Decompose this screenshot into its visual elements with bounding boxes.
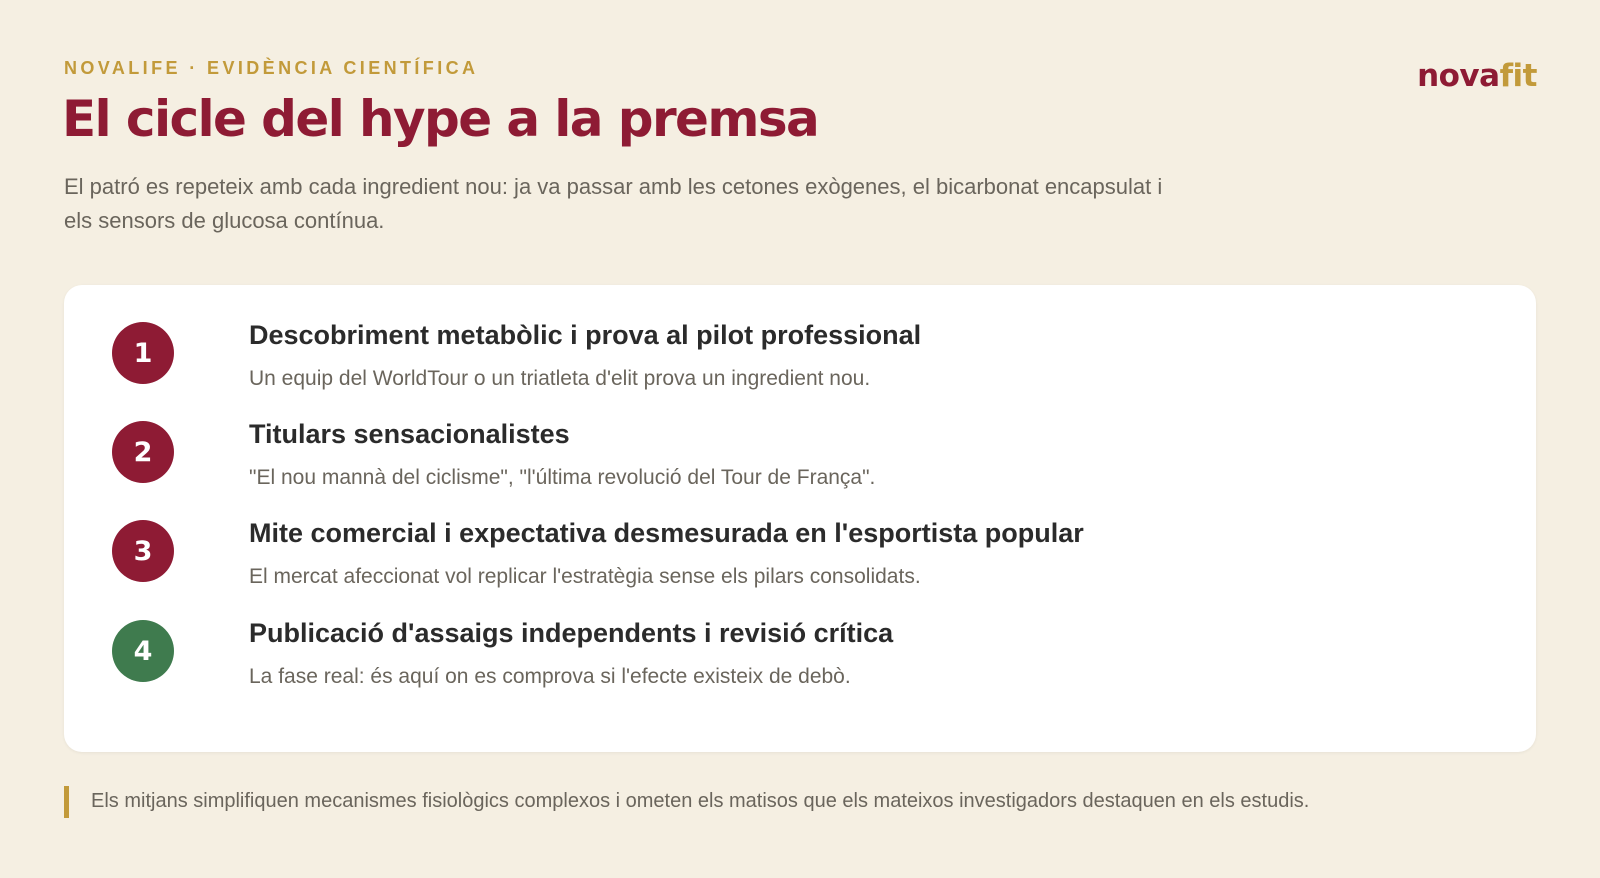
logo-part-nova: nova — [1417, 58, 1500, 94]
page-title: El cicle del hype a la premsa — [62, 90, 819, 148]
step-description: Un equip del WorldTour o un triatleta d'elit prova un ingredient nou. — [249, 367, 871, 390]
page-subtitle: El patró es repeteix amb cada ingredient nou: ja va passar amb les cetones exògenes, el bicarbonat encapsulat i els sensors de glucosa contínua. — [64, 174, 1163, 233]
step-description: La fase real: és aquí on es comprova si l'efecte existeix de debò. — [249, 665, 851, 688]
steps-card — [64, 285, 1536, 752]
brand-logo — [1417, 58, 1537, 94]
step-title: Publicació d'assaigs independents i revisió crítica — [249, 618, 894, 648]
step-number-badge: 4 — [112, 620, 174, 682]
step-description: "El nou mannà del ciclisme", "l'última revolució del Tour de França". — [249, 466, 876, 489]
step-title: Mite comercial i expectativa desmesurada en l'esportista popular — [249, 518, 1084, 548]
step-description: El mercat afeccionat vol replicar l'estratègia sense els pilars consolidats. — [249, 565, 921, 588]
logo-part-fit: fit — [1499, 58, 1537, 94]
step-number-badge: 2 — [112, 421, 174, 483]
step-title: Descobriment metabòlic i prova al pilot professional — [249, 320, 922, 350]
footnote-quote: Els mitjans simplifiquen mecanismes fisiològics complexos i ometen els matisos que els mateixos investigadors destaquen en els estudis. — [64, 786, 1309, 818]
section-kicker: NOVALIFE · EVIDÈNCIA CIENTÍFICA — [64, 58, 479, 78]
step-number-badge: 1 — [112, 322, 174, 384]
step-title: Titulars sensacionalistes — [249, 419, 570, 449]
step-number-badge: 3 — [112, 520, 174, 582]
